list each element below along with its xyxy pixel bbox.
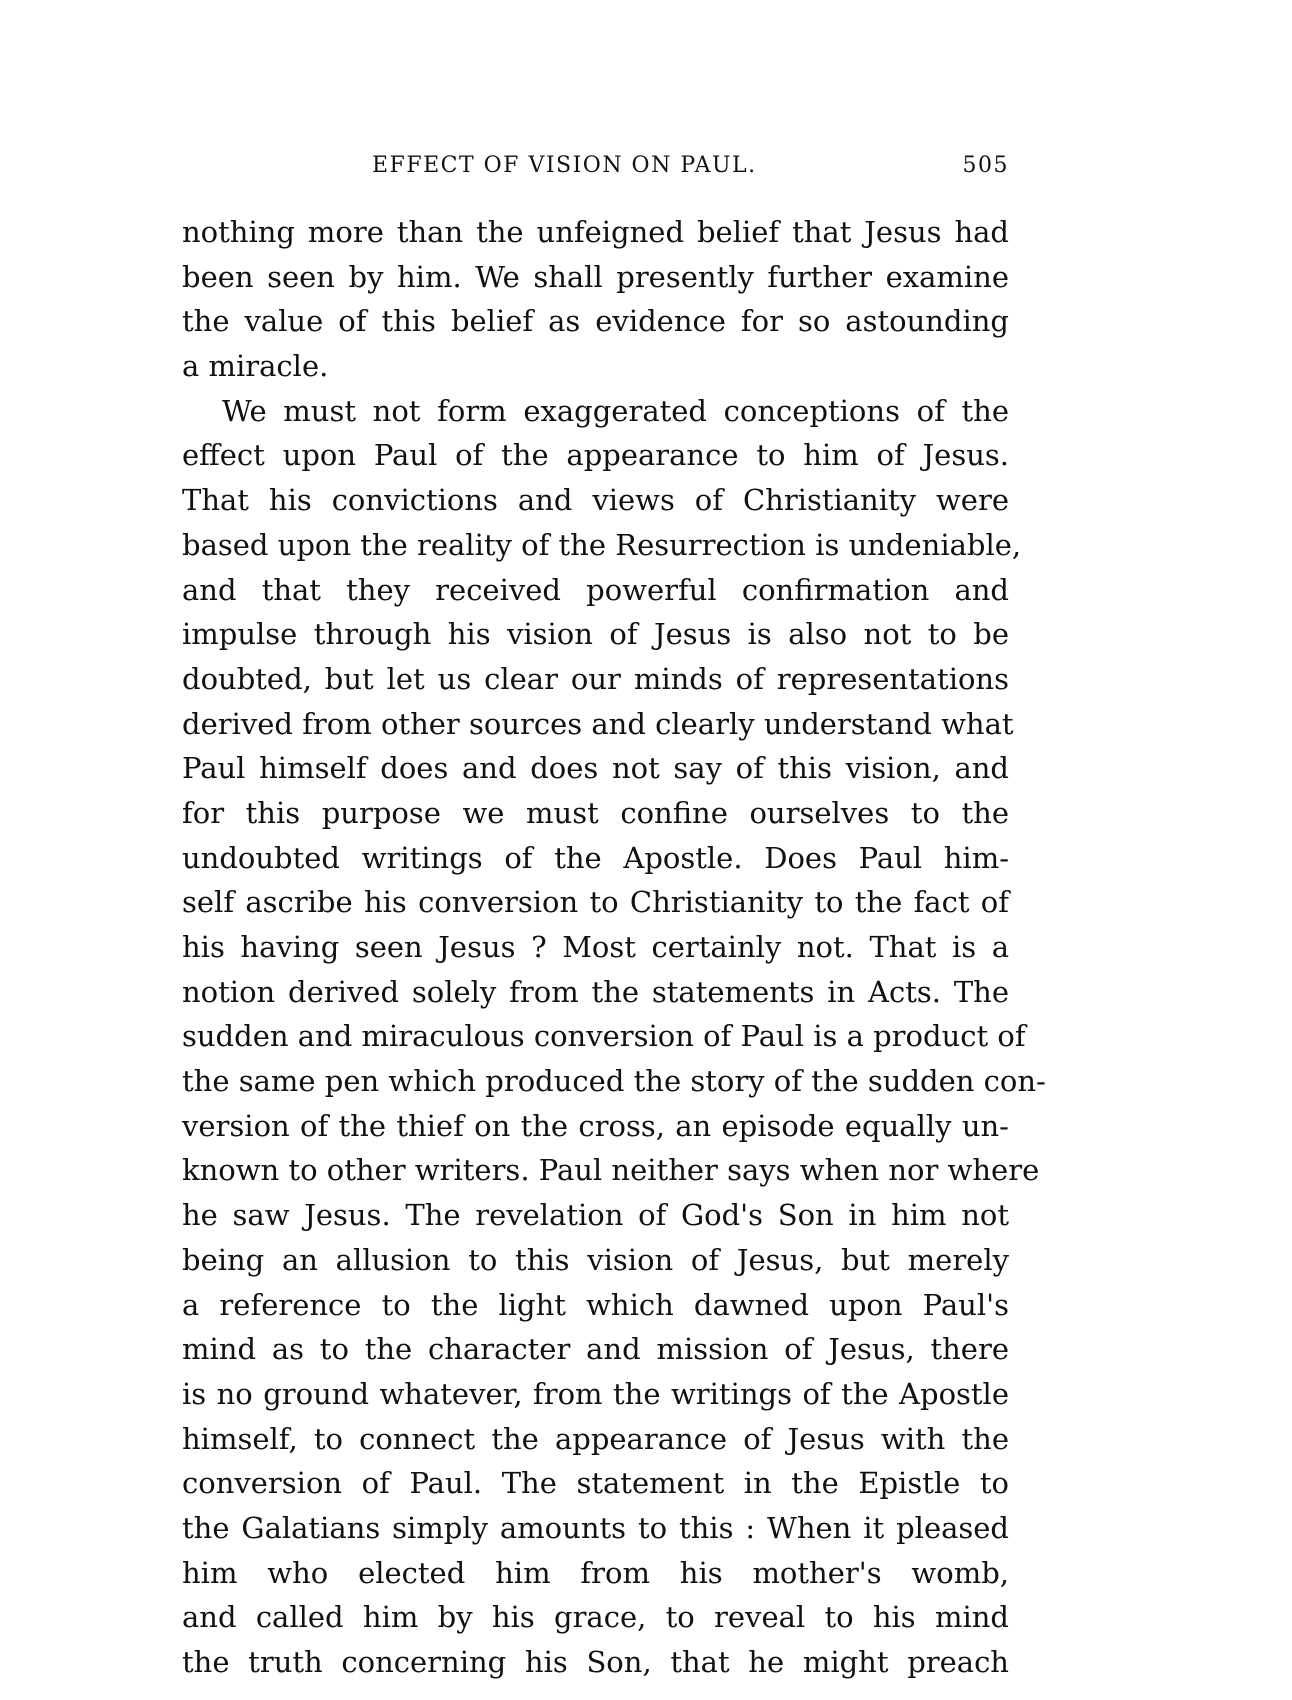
text-line: the Galatians simply amounts to this : When it pleased	[182, 1510, 1009, 1545]
text-line: for this purpose we must confine ourselves to the	[182, 795, 1009, 830]
text-line: That his convictions and views of Christianity were	[182, 483, 1009, 518]
text-line: effect upon Paul of the appearance to him of Jesus.	[182, 438, 1009, 473]
page-body	[182, 210, 1046, 1685]
text-line: mind as to the character and mission of Jesus, there	[182, 1332, 1009, 1367]
text-line: undoubted writings of the Apostle. Does Paul him-	[182, 840, 1009, 875]
text-line: himself, to connect the appearance of Jesus with the	[182, 1421, 1009, 1456]
text-line: version of the thief on the cross, an episode equally un-	[182, 1108, 1009, 1143]
text-line: a miracle.	[182, 349, 329, 384]
running-title: EFFECT OF VISION ON PAUL.	[372, 153, 757, 178]
text-line: We must not form exaggerated conceptions of the	[222, 393, 1009, 428]
text-line: he saw Jesus. The revelation of God's Son in him not	[182, 1198, 1009, 1233]
text-line: been seen by him. We shall presently further examine	[182, 259, 1009, 294]
text-line: notion derived solely from the statements in Acts. The	[182, 974, 1009, 1009]
text-line: a reference to the light which dawned upon Paul's	[182, 1287, 1009, 1322]
text-line: the value of this belief as evidence for so astounding	[182, 304, 1009, 339]
text-line: self ascribe his conversion to Christianity to the fact of	[182, 885, 1009, 920]
text-line: him who elected him from his mother's womb,	[182, 1555, 1009, 1590]
text-line: sudden and miraculous conversion of Paul is a product of	[182, 1019, 1026, 1054]
text-line: is no ground whatever, from the writings of the Apostle	[182, 1376, 1009, 1411]
text-line: and called him by his grace, to reveal to his mind	[182, 1600, 1009, 1635]
text-line: the same pen which produced the story of the sudden con-	[182, 1064, 1046, 1099]
page-number: 505	[962, 153, 1009, 178]
running-header	[182, 153, 1009, 185]
text-line: being an allusion to this vision of Jesus, but merely	[182, 1242, 1009, 1277]
text-line: impulse through his vision of Jesus is also not to be	[182, 617, 1009, 652]
text-line: derived from other sources and clearly understand what	[182, 706, 1014, 741]
text-line: doubted, but let us clear our minds of representations	[182, 661, 1009, 696]
text-column	[182, 210, 1046, 1685]
paragraph	[182, 210, 1009, 389]
text-line: the truth concerning his Son, that he might preach	[182, 1645, 1009, 1679]
paragraph	[182, 389, 1046, 1685]
text-line: based upon the reality of the Resurrection is undeniable,	[182, 527, 1022, 562]
text-line: Paul himself does and does not say of this vision, and	[182, 751, 1009, 786]
text-line: and that they received powerful confirmation and	[182, 572, 1009, 607]
text-line: known to other writers. Paul neither says when nor where	[182, 1153, 1040, 1188]
text-line: his having seen Jesus ? Most certainly not. That is a	[182, 930, 1009, 964]
text-line: nothing more than the unfeigned belief that Jesus had	[182, 215, 1009, 249]
text-line: conversion of Paul. The statement in the Epistle to	[182, 1466, 1009, 1501]
